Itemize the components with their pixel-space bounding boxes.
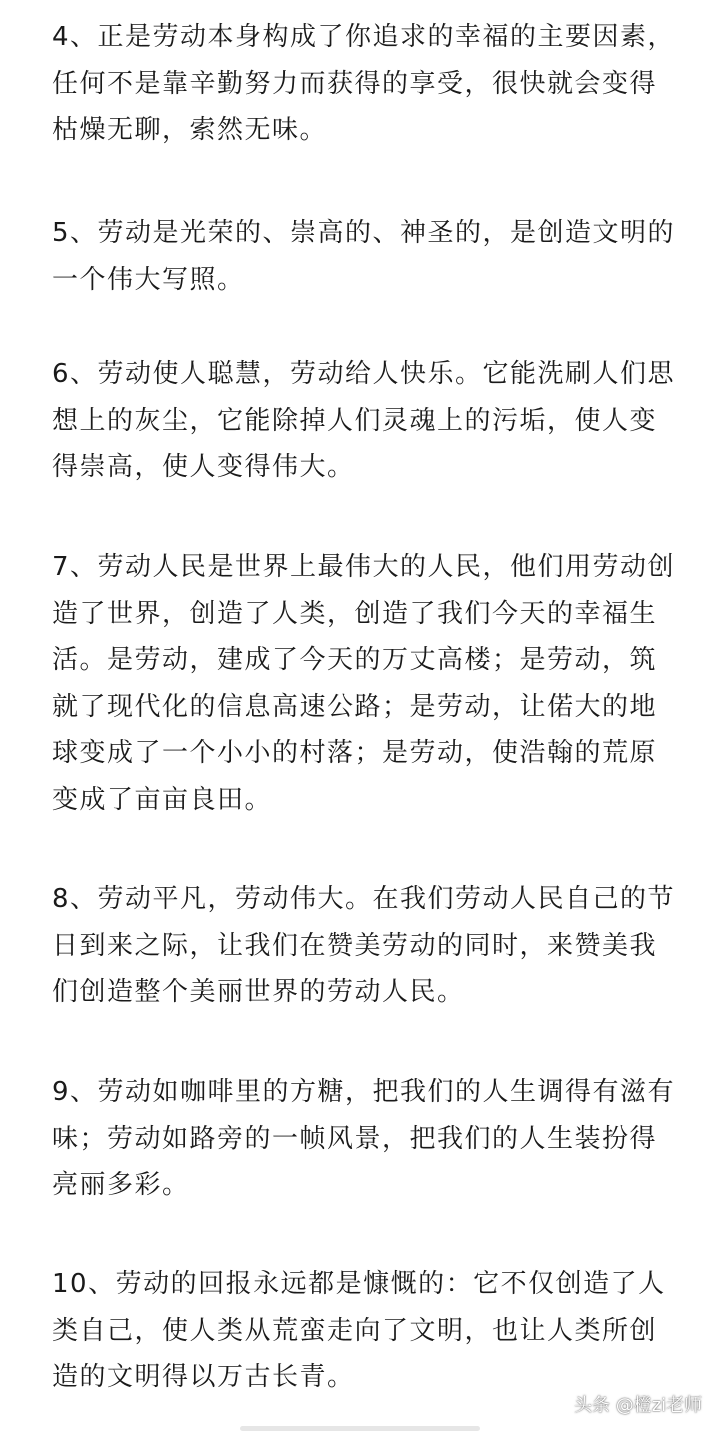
paragraph-8: 8、劳动平凡，劳动伟大。在我们劳动人民自己的节日到来之际，让我们在赞美劳动的同时，来赞美我们创造整个美丽世界的劳动人民。 [52, 884, 676, 1007]
scroll-indicator [240, 1426, 480, 1431]
paragraph-10: 10、劳动的回报永远都是慷慨的：它不仅创造了人类自己，使人类从荒蛮走向了文明，也让人类所创造的文明得以万古长青。 [52, 1269, 666, 1392]
paragraph-7: 7、劳动人民是世界上最伟大的人民，他们用劳动创造了世界，创造了人类，创造了我们今天的幸福生活。是劳动，建成了今天的万丈高楼；是劳动，筑就了现代化的信息高速公路；是劳动，让偌大的地球变成了一个小小的村落；是劳动，使浩翰的荒原变成了亩亩良田。 [52, 552, 676, 815]
paragraph-6: 6、劳动使人聪慧，劳动给人快乐。它能洗刷人们思想上的灰尘，它能除掉人们灵魂上的污垢，使人变得崇高，使人变得伟大。 [52, 359, 676, 482]
paragraph-4: 4、正是劳动本身构成了你追求的幸福的主要因素，任何不是靠辛勤努力而获得的享受，很快就会变得枯燥无聊，索然无味。 [52, 22, 676, 145]
paragraph-5: 5、劳动是光荣的、崇高的、神圣的，是创造文明的一个伟大写照。 [52, 218, 676, 295]
toutiao-watermark: 头条 @橙zi老师 [574, 1395, 703, 1416]
paragraph-9: 9、劳动如咖啡里的方糖，把我们的人生调得有滋有味；劳动如路旁的一帧风景，把我们的人生装扮得亮丽多彩。 [52, 1077, 676, 1200]
